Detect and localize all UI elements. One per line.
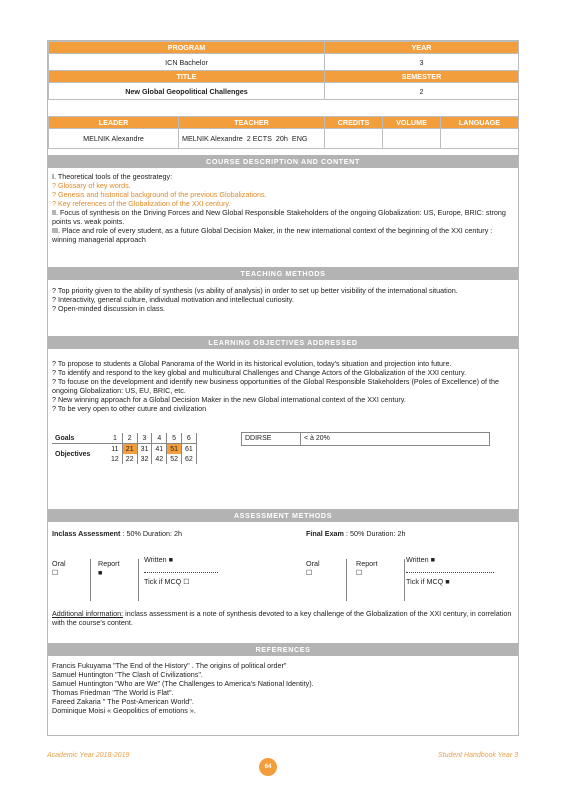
inclass-meta: : 50% Duration: 2h (122, 529, 182, 538)
staff-table (48, 116, 519, 149)
report-checkbox[interactable]: ■ (98, 568, 103, 577)
page-number: 64 (259, 758, 277, 776)
references-heading: REFERENCES (48, 643, 518, 656)
written-label: Written (144, 555, 167, 564)
goals-label: Goals (55, 434, 75, 442)
final-written-box (406, 555, 494, 597)
volume-value: 20h (275, 134, 288, 143)
course-line: III. Place and role of every student, as a future Global Decision Maker, in the new international context of the beginning of the XXI century : winning managerial approach (52, 226, 493, 244)
course-line: ? Genesis and historical background of the previous Globalizations. (52, 190, 267, 199)
teaching-methods (52, 286, 514, 313)
credits-cell (325, 129, 383, 149)
objective-code: 52 (167, 454, 182, 464)
title-value: New Global Geopolitical Challenges (49, 83, 325, 100)
language-cell (441, 129, 519, 149)
teaching-line: ? Top priority given to the ability of synthesis (vs ability of analysis) in order to set up better visibility of the international situation. (52, 286, 458, 295)
objective-code-selected: 51 (167, 444, 182, 455)
tick-mcq-label: Tick if MCQ (144, 577, 182, 586)
teaching-line: ? Interactivity, general culture, individual motivation and intellectual curiosity. (52, 295, 294, 304)
inclass-title: Inclass Assessment (52, 529, 121, 538)
final-written-label: Written (406, 555, 429, 564)
course-line: II. Focus of synthesis on the Driving Forces and New Global Responsible Stakeholders of the ongoing Globalization: US, Europe, BRIC: strong points vs. weak points. (52, 208, 506, 226)
leader-label: LEADER (49, 117, 179, 129)
reference-item: Samuel Huntington "Who are We" (The Challenges to America's National Identity). (52, 679, 314, 688)
teacher-label: TEACHER (179, 117, 325, 129)
final-oral-label: Oral (306, 559, 320, 568)
course-line: I. Theoretical tools of the geostrategy: (52, 172, 173, 181)
references-list (52, 661, 314, 715)
assessment-heading: ASSESSMENT METHODS (48, 509, 518, 522)
final-oral-checkbox[interactable]: ☐ (306, 568, 313, 577)
learning-objectives-heading: LEARNING OBJECTIVES ADDRESSED (48, 336, 518, 349)
final-oral-box (306, 559, 347, 601)
objective-line: ? To be very open to other cuture and civilization (52, 404, 207, 413)
objective-line: ? New winning approach for a Global Decision Maker in the new Global international context of the XXI century. (52, 395, 406, 404)
volume-label: VOLUME (383, 117, 441, 129)
final-exam-assessment (306, 529, 506, 589)
objective-code: 31 (137, 444, 152, 455)
goal-number: 5 (167, 433, 182, 444)
written-box (144, 555, 218, 597)
oral-checkbox[interactable]: ☐ (52, 568, 59, 577)
goals-table (52, 433, 197, 464)
additional-text: inclass assessment is a note of synthesis devoted to a key challenge of the Globalization of the XXI century, in correlation with the course's content. (52, 609, 512, 627)
report-box (98, 559, 139, 601)
program-label: PROGRAM (49, 42, 325, 54)
course-description (52, 172, 514, 244)
title-label: TITLE (49, 71, 325, 83)
final-report-checkbox[interactable]: ☐ (356, 568, 363, 577)
reference-item: Thomas Friedman "The World is Flat". (52, 688, 174, 697)
course-header-table (48, 41, 519, 100)
written-checkbox[interactable]: ■ (168, 555, 173, 564)
leader-value: MELNIK Alexandre (49, 129, 179, 149)
volume-cell (383, 129, 441, 149)
language-value: ENG (291, 134, 308, 143)
course-line: ? Glossary of key words. (52, 181, 131, 190)
year-value: 3 (325, 54, 519, 71)
teacher-value: MELNIK Alexandre (182, 134, 243, 143)
oral-label: Oral (52, 559, 66, 568)
final-report-box (356, 559, 405, 601)
teaching-line: ? Open-minded discussion in class. (52, 304, 166, 313)
objective-code: 41 (152, 444, 167, 455)
credits-label: CREDITS (325, 117, 383, 129)
credits-value: 2 ECTS (246, 134, 272, 143)
reference-item: Dominique Moisi « Geopolitics of emotions ». (52, 706, 196, 715)
objective-line: ? To propose to students a Global Panorama of the World in its historical evolution, today's situation and projection into future. (52, 359, 452, 368)
final-written-checkbox[interactable]: ■ (430, 555, 435, 564)
tick-mcq-checkbox[interactable]: ☐ (183, 577, 190, 586)
additional-label: Additional information: (52, 609, 124, 618)
semester-label: SEMESTER (325, 71, 519, 83)
learning-objectives (52, 359, 514, 413)
reference-item: Francis Fukuyama "The End of the History" . The origins of political order" (52, 661, 287, 670)
objective-code: 12 (108, 454, 122, 464)
ddirse-box (241, 432, 490, 446)
goal-number: 3 (137, 433, 152, 444)
objective-code-selected: 21 (122, 444, 137, 455)
additional-information (52, 609, 514, 627)
ddirse-label: DDIRSE (242, 433, 301, 445)
objective-code: 11 (108, 444, 122, 455)
objective-code: 62 (181, 454, 196, 464)
final-meta: : 50% Duration: 2h (345, 529, 406, 538)
objective-code: 42 (152, 454, 167, 464)
reference-item: Samuel Huntington "The Clash of Civilizations". (52, 670, 203, 679)
objective-line: ? To identify and respond to the key global and multicultural Challenges and Change Actors of the Globalization of the XXI century. (52, 368, 467, 377)
teaching-methods-heading: TEACHING METHODS (48, 267, 518, 280)
objective-code: 32 (137, 454, 152, 464)
objectives-label: Objectives (55, 450, 91, 458)
program-value: ICN Bachelor (49, 54, 325, 71)
objective-line: ? To focuse on the development and identify new business opportunities of the Global Responsible Stakeholders (Poles of Excellence) of the ongoing Globalization: US, EU, BRIC, etc. (52, 377, 499, 395)
footer-academic-year: Academic Year 2018-2019 (47, 752, 130, 759)
goal-number: 1 (108, 433, 122, 444)
final-tick-mcq-label: Tick if MCQ (406, 577, 444, 586)
objective-code: 22 (122, 454, 137, 464)
semester-value: 2 (325, 83, 519, 100)
course-description-heading: COURSE DESCRIPTION AND CONTENT (48, 155, 518, 168)
final-title: Final Exam (306, 529, 344, 538)
report-label: Report (98, 559, 120, 568)
goal-number: 6 (181, 433, 196, 444)
ddirse-value: < à 20% (304, 435, 330, 442)
inclass-assessment (52, 529, 252, 589)
oral-box (52, 559, 91, 601)
reference-item: Fareed Zakaria " The Post-American World". (52, 697, 194, 706)
language-label: LANGUAGE (441, 117, 519, 129)
final-tick-mcq-checkbox[interactable]: ■ (445, 577, 450, 586)
syllabus-sheet (47, 40, 519, 736)
goal-number: 4 (152, 433, 167, 444)
course-line: ? Key references of the Globalization of the XXI century. (52, 199, 231, 208)
goal-number: 2 (122, 433, 137, 444)
objective-code: 61 (181, 444, 196, 455)
final-report-label: Report (356, 559, 378, 568)
footer-handbook: Student Handbook Year 3 (437, 752, 518, 759)
year-label: YEAR (325, 42, 519, 54)
